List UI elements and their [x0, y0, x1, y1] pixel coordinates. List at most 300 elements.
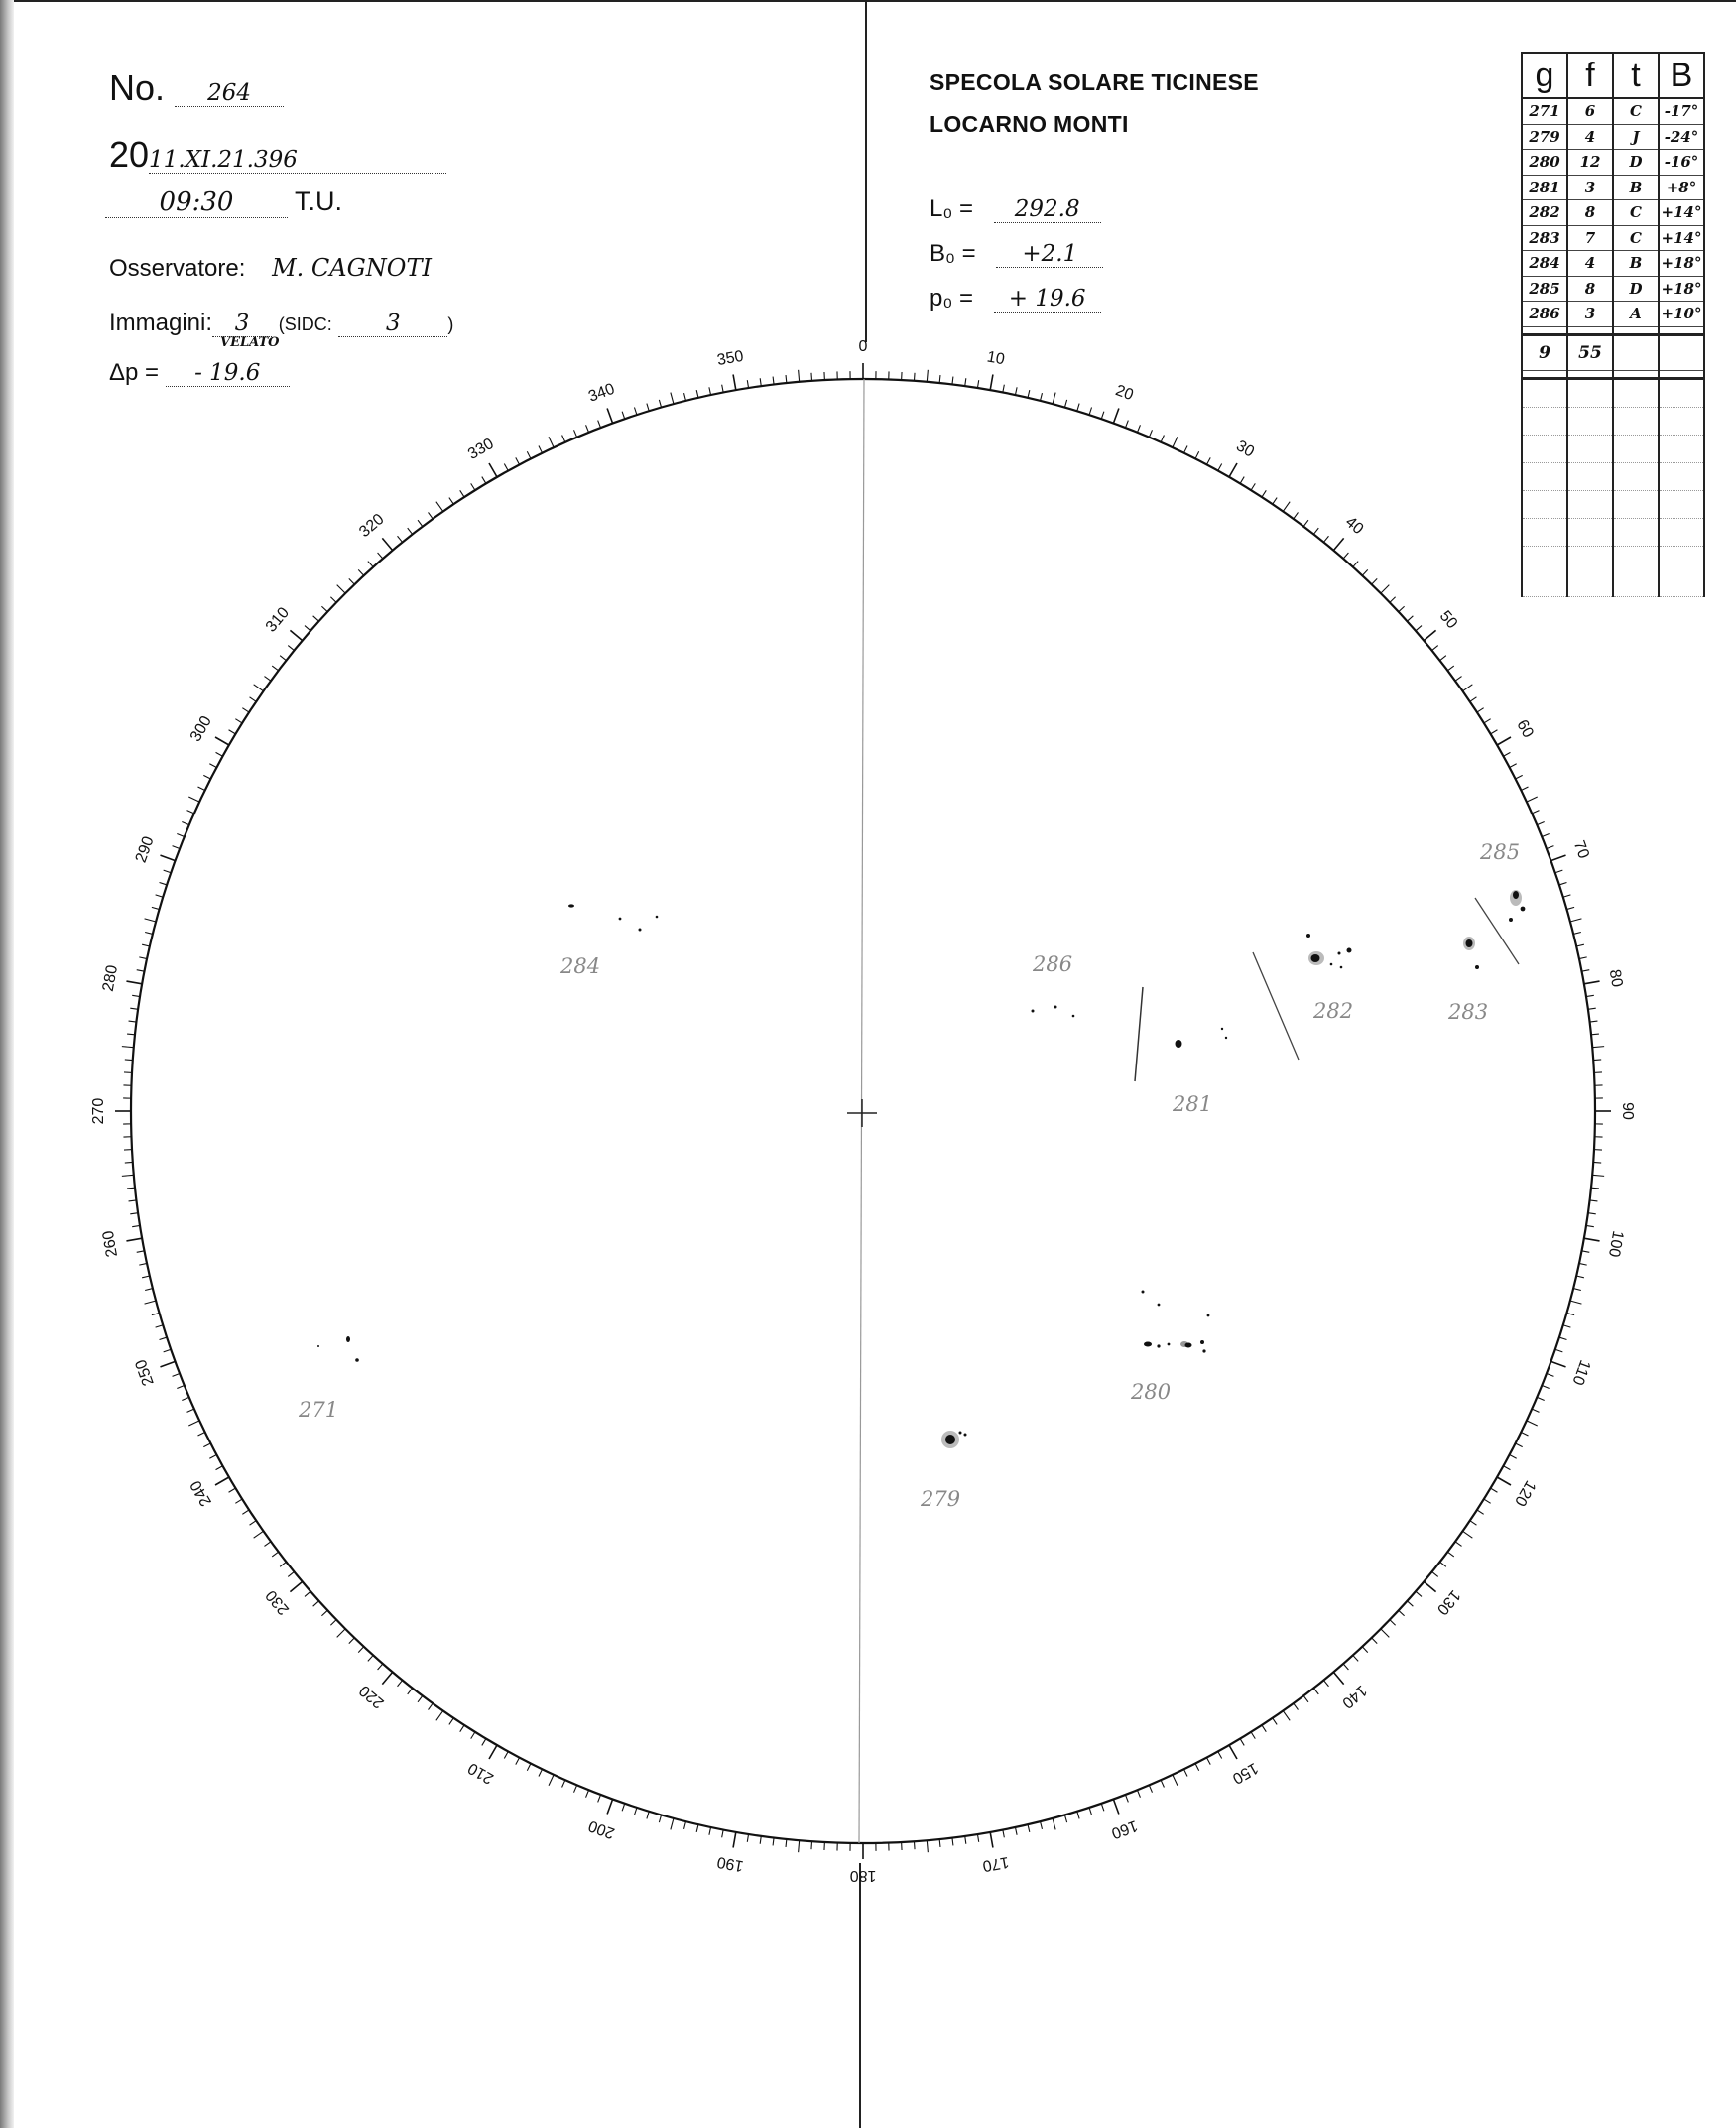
angle-tick	[1527, 1421, 1538, 1426]
angle-tick	[1251, 1732, 1255, 1739]
angle-tick	[188, 1421, 199, 1426]
year-prefix: 20	[109, 134, 150, 175]
latitude: +14°	[1659, 200, 1704, 226]
angle-tick	[449, 1718, 453, 1725]
angle-tick	[313, 1601, 319, 1606]
angle-tick	[1077, 404, 1079, 412]
angle-tick	[562, 435, 565, 441]
angle-tick	[977, 1834, 978, 1842]
group-number: 280	[1522, 150, 1567, 176]
angle-tick	[145, 933, 153, 935]
angle-tick	[1303, 1695, 1308, 1701]
angle-tick	[786, 1839, 787, 1847]
angle-tick	[1343, 553, 1348, 559]
angle-tick	[321, 606, 327, 611]
spot-count: 4	[1567, 124, 1613, 150]
angle-tick	[471, 1732, 475, 1739]
angle-tick	[1206, 457, 1210, 464]
angle-tick	[1015, 387, 1017, 395]
angle-tick	[722, 1829, 724, 1837]
angle-tick	[539, 445, 543, 452]
angle-tick	[126, 1238, 142, 1241]
angle-tick	[1089, 1808, 1091, 1815]
angle-tick	[1333, 538, 1343, 550]
angle-label-290: 290	[132, 834, 158, 866]
angle-tick	[1586, 1225, 1594, 1226]
angle-tick	[305, 1591, 310, 1596]
angle-label-330: 330	[465, 435, 497, 463]
angle-tick	[1477, 1510, 1484, 1514]
angle-tick	[1516, 1443, 1523, 1447]
angle-tick	[1584, 981, 1600, 984]
angle-tick	[1555, 870, 1563, 873]
angle-label-30: 30	[1233, 438, 1258, 461]
time-suffix: T.U.	[295, 187, 343, 216]
angle-tick	[914, 1841, 915, 1849]
angle-tick	[539, 1769, 543, 1776]
angle-tick	[1589, 1200, 1597, 1201]
angle-tick	[358, 1647, 363, 1653]
angle-tick	[549, 437, 554, 447]
angle-tick	[1273, 498, 1277, 505]
angle-tick	[436, 1711, 443, 1721]
angle-tick	[952, 377, 953, 385]
angle-tick	[1353, 1655, 1358, 1661]
angle-tick	[216, 1466, 223, 1470]
angle-tick	[1273, 1718, 1277, 1725]
angle-tick	[1591, 1188, 1599, 1189]
angle-tick	[160, 882, 168, 884]
column-header-t: t	[1613, 53, 1659, 98]
angle-tick	[1161, 1780, 1164, 1787]
angle-tick	[1064, 400, 1066, 408]
angle-tick	[290, 630, 302, 640]
angle-tick	[1510, 1454, 1517, 1458]
angle-tick	[1497, 1477, 1511, 1485]
angle-tick	[598, 421, 601, 428]
angle-tick	[152, 907, 160, 909]
angle-tick	[1323, 536, 1328, 542]
angle-tick	[186, 1409, 193, 1412]
observer-value: M. CAGNOTI	[272, 254, 432, 282]
angle-tick	[1570, 1301, 1582, 1304]
angle-tick	[264, 1542, 270, 1547]
angle-tick	[1381, 585, 1389, 593]
angle-tick	[122, 1047, 134, 1048]
angle-tick	[489, 463, 497, 477]
angle-tick	[1455, 677, 1461, 682]
sunspot-group-279	[941, 1431, 967, 1448]
angle-tick	[182, 1397, 188, 1400]
label-285: 285	[1480, 840, 1521, 864]
angle-tick	[1593, 1162, 1601, 1163]
angle-tick	[1576, 944, 1584, 946]
angle-tick	[482, 477, 486, 484]
angle-tick	[398, 1681, 403, 1687]
angle-tick	[1573, 1289, 1581, 1291]
angle-tick	[1563, 1325, 1571, 1327]
angle-tick	[197, 787, 204, 791]
angle-tick	[1218, 464, 1222, 471]
angle-tick	[132, 995, 140, 996]
angle-tick	[990, 1832, 993, 1848]
angle-tick	[272, 666, 278, 671]
angle-tick	[1113, 1799, 1118, 1814]
angle-tick	[1521, 787, 1528, 791]
angle-label-160: 160	[1108, 1816, 1140, 1842]
spot-count: 4	[1567, 251, 1613, 277]
angle-label-0: 0	[858, 338, 868, 356]
angle-tick	[408, 1689, 413, 1694]
latitude: +14°	[1659, 225, 1704, 251]
angle-tick	[574, 1785, 577, 1792]
angle-tick	[1399, 606, 1405, 611]
angle-tick	[1101, 1804, 1104, 1812]
angle-tick	[659, 400, 661, 408]
p0-label: p₀ =	[930, 285, 973, 312]
angle-tick	[1463, 685, 1473, 691]
angle-tick	[173, 1373, 180, 1376]
spot-count: 12	[1567, 150, 1613, 176]
angle-tick	[586, 425, 589, 432]
spot-count: 3	[1567, 175, 1613, 200]
angle-tick	[1566, 907, 1574, 909]
angle-tick	[1003, 1829, 1005, 1837]
angle-tick	[1432, 1571, 1438, 1576]
sunspot-group-271	[317, 1336, 359, 1362]
angle-tick	[1470, 1521, 1477, 1525]
angle-tick	[1503, 752, 1510, 756]
angle-tick	[1550, 1361, 1565, 1366]
angle-label-120: 120	[1511, 1477, 1540, 1509]
angle-label-220: 220	[356, 1681, 388, 1712]
angle-tick	[1353, 562, 1358, 567]
angle-tick	[139, 1263, 147, 1265]
B0-value: +2.1	[996, 241, 1103, 268]
angle-tick	[1053, 1818, 1055, 1830]
angle-tick	[1064, 1815, 1066, 1822]
column-header-f: f	[1567, 53, 1613, 98]
angle-tick	[799, 1840, 800, 1852]
angle-tick	[418, 1695, 423, 1701]
angle-tick	[504, 1751, 508, 1758]
angle-tick	[418, 520, 423, 526]
angle-tick	[313, 616, 319, 621]
angle-tick	[142, 944, 150, 946]
angle-tick	[1542, 834, 1549, 837]
angle-tick	[760, 378, 761, 386]
angle-tick	[927, 1840, 928, 1852]
label-280: 280	[1131, 1380, 1172, 1404]
angle-tick	[1440, 656, 1446, 661]
angle-tick	[1440, 1562, 1446, 1566]
angle-tick	[811, 1841, 812, 1849]
group-type: D	[1613, 150, 1659, 176]
angle-tick	[914, 373, 915, 381]
B0-label: B₀ =	[930, 240, 976, 267]
angle-tick	[1333, 1672, 1343, 1684]
angle-tick	[1407, 1601, 1413, 1606]
angle-tick	[186, 811, 193, 814]
angle-tick	[1053, 393, 1055, 405]
angle-tick	[122, 1175, 134, 1176]
angle-label-140: 140	[1338, 1681, 1370, 1712]
angle-tick	[1510, 764, 1517, 768]
angle-tick	[1240, 1739, 1244, 1746]
angle-tick	[254, 1531, 264, 1538]
angle-tick	[137, 970, 145, 972]
images-value: 3	[212, 311, 272, 337]
L0-label: L₀ =	[930, 195, 973, 222]
angle-tick	[1041, 1821, 1043, 1829]
angle-tick	[382, 538, 392, 550]
angle-label-110: 110	[1568, 1357, 1594, 1388]
angle-tick	[1573, 933, 1581, 935]
angle-tick	[142, 1276, 150, 1278]
angle-tick	[152, 1313, 160, 1314]
angle-tick	[1041, 393, 1043, 401]
angle-tick	[1432, 646, 1438, 651]
angle-tick	[1586, 995, 1594, 996]
delta-p-label: Δp =	[109, 359, 160, 386]
sunspot-group-286	[1032, 1006, 1075, 1018]
angle-tick	[1184, 445, 1188, 452]
angle-tick	[1570, 919, 1582, 922]
angle-tick	[137, 1251, 145, 1253]
angle-tick	[305, 626, 310, 631]
spot-count: 3	[1567, 302, 1613, 327]
angle-tick	[1547, 1373, 1553, 1376]
angle-tick	[1555, 1349, 1563, 1352]
angle-tick	[1588, 1213, 1596, 1214]
angle-tick	[1416, 626, 1422, 631]
angle-tick	[1283, 502, 1290, 512]
angle-tick	[1390, 1620, 1396, 1626]
angle-tick	[482, 1739, 486, 1746]
date-value: 11.XI.21.396	[149, 147, 446, 174]
latitude: -17°	[1659, 98, 1704, 124]
angle-tick	[250, 697, 257, 701]
angle-tick	[1003, 385, 1005, 393]
group-type: C	[1613, 98, 1659, 124]
angle-tick	[125, 1162, 133, 1163]
angle-label-230: 230	[262, 1586, 294, 1618]
angle-tick	[1137, 1790, 1140, 1797]
angle-tick	[1125, 421, 1128, 428]
angle-tick	[280, 656, 286, 661]
angle-label-310: 310	[262, 604, 294, 636]
angle-tick	[634, 1808, 636, 1815]
angle-tick	[215, 737, 229, 745]
angle-tick	[1563, 895, 1571, 897]
angle-tick	[1313, 1689, 1318, 1694]
angle-tick	[1125, 1795, 1128, 1802]
angle-tick	[1588, 1008, 1596, 1009]
angle-tick	[321, 1610, 327, 1615]
angle-tick	[634, 408, 636, 416]
angle-tick	[378, 1664, 383, 1670]
angle-tick	[1581, 970, 1589, 972]
angle-tick	[156, 895, 164, 897]
angle-tick	[799, 370, 800, 382]
angle-tick	[811, 373, 812, 381]
angle-tick	[671, 393, 674, 405]
angle-tick	[254, 685, 264, 691]
angle-tick	[1149, 1785, 1152, 1792]
angle-tick	[1184, 1769, 1188, 1776]
angle-tick	[516, 457, 520, 464]
angle-label-260: 260	[99, 1229, 122, 1259]
angle-tick	[288, 1571, 294, 1576]
angle-tick	[1113, 408, 1118, 423]
angle-tick	[145, 919, 157, 922]
angle-tick	[1532, 1409, 1539, 1412]
angle-tick	[1372, 578, 1378, 584]
angle-tick	[1390, 597, 1396, 603]
angle-tick	[939, 375, 940, 383]
angle-tick	[1559, 882, 1567, 884]
angle-tick	[939, 1839, 940, 1847]
angle-tick	[1589, 1021, 1597, 1022]
angle-tick	[349, 578, 355, 584]
angle-tick	[1424, 630, 1435, 640]
angle-label-80: 80	[1605, 968, 1626, 989]
angle-label-60: 60	[1513, 716, 1537, 741]
angle-tick	[1294, 1703, 1299, 1709]
angle-tick	[1195, 1764, 1199, 1771]
angle-tick	[1537, 1397, 1544, 1400]
angle-tick	[1407, 616, 1413, 621]
angle-tick	[129, 1200, 137, 1201]
angle-tick	[1251, 483, 1255, 490]
angle-tick	[1503, 1466, 1510, 1470]
angle-label-240: 240	[186, 1477, 215, 1509]
angle-tick	[398, 536, 403, 542]
angle-tick	[330, 597, 336, 603]
angle-tick	[1491, 730, 1498, 734]
column-header-B: B	[1659, 53, 1704, 98]
angle-label-10: 10	[985, 348, 1006, 369]
images-note: VELATO	[220, 335, 280, 350]
angle-tick	[1028, 1824, 1030, 1832]
angle-tick	[1542, 1385, 1549, 1388]
angle-tick	[647, 1812, 649, 1819]
angle-tick	[747, 1834, 748, 1842]
group-type: C	[1613, 225, 1659, 251]
sunspot-group-284	[568, 904, 658, 931]
label-271: 271	[299, 1398, 339, 1422]
sidc-label: (SIDC:	[278, 314, 332, 334]
angle-label-280: 280	[99, 963, 122, 993]
angle-tick	[235, 719, 242, 723]
angle-tick	[965, 378, 966, 386]
angle-tick	[574, 430, 577, 437]
label-283: 283	[1448, 1000, 1489, 1024]
angle-tick	[129, 1021, 137, 1022]
angle-tick	[215, 1477, 229, 1485]
angle-tick	[449, 498, 453, 505]
angle-tick	[132, 1225, 140, 1226]
angle-tick	[1527, 797, 1538, 802]
angle-tick	[1447, 666, 1453, 671]
angle-tick	[1497, 737, 1511, 745]
angle-tick	[607, 408, 612, 423]
angle-tick	[1303, 520, 1308, 526]
angle-tick	[1381, 1629, 1389, 1637]
angle-tick	[429, 512, 434, 518]
angle-label-20: 20	[1113, 382, 1136, 405]
angle-tick	[127, 1188, 135, 1189]
angle-tick	[408, 528, 413, 534]
angle-tick	[235, 1499, 242, 1503]
angle-tick	[368, 1655, 373, 1661]
angle-tick	[164, 1349, 172, 1352]
label-279: 279	[921, 1487, 961, 1511]
angle-tick	[1532, 811, 1539, 814]
angle-tick	[733, 374, 736, 390]
angle-tick	[1313, 528, 1318, 534]
angle-tick	[177, 834, 184, 837]
group-type: B	[1613, 251, 1659, 277]
angle-tick	[562, 1780, 565, 1787]
angle-tick	[722, 385, 724, 393]
angle-tick	[1521, 1433, 1528, 1437]
angle-tick	[990, 374, 993, 390]
angle-label-170: 170	[981, 1852, 1011, 1875]
angle-tick	[1581, 1251, 1589, 1253]
angle-label-270: 270	[90, 1097, 108, 1125]
angle-tick	[378, 553, 383, 559]
angle-tick	[1028, 390, 1030, 398]
angle-tick	[242, 708, 249, 712]
angle-tick	[1592, 1047, 1604, 1048]
column-header-g: g	[1522, 53, 1567, 98]
angle-tick	[489, 1745, 497, 1759]
angle-tick	[622, 1804, 625, 1812]
angle-tick	[586, 1790, 589, 1797]
angle-tick	[1576, 1276, 1584, 1278]
label-281: 281	[1173, 1092, 1213, 1116]
angle-tick	[288, 646, 294, 651]
angle-tick	[504, 464, 508, 471]
label-284: 284	[560, 954, 601, 978]
number-value: 264	[175, 80, 284, 107]
angle-tick	[1591, 1034, 1599, 1035]
angle-tick	[229, 1488, 236, 1492]
angle-tick	[684, 393, 686, 401]
group-number: 282	[1522, 200, 1567, 226]
sidc-close: )	[447, 314, 454, 334]
group-type: J	[1613, 124, 1659, 150]
angle-tick	[337, 585, 345, 593]
angle-tick	[1455, 1542, 1461, 1547]
angle-label-210: 210	[465, 1759, 497, 1788]
angle-tick	[471, 483, 475, 490]
label-282: 282	[1313, 999, 1354, 1023]
angle-tick	[1077, 1812, 1079, 1819]
angle-tick	[1416, 1591, 1422, 1596]
angle-tick	[145, 1301, 157, 1304]
angle-label-50: 50	[1435, 607, 1461, 633]
angle-tick	[527, 1764, 531, 1771]
spot-count: 8	[1567, 200, 1613, 226]
angle-tick	[177, 1385, 184, 1388]
angle-tick	[1399, 1610, 1405, 1615]
angle-tick	[1294, 512, 1299, 518]
angle-tick	[1323, 1681, 1328, 1687]
spot-count: 7	[1567, 225, 1613, 251]
angle-tick	[460, 490, 464, 497]
